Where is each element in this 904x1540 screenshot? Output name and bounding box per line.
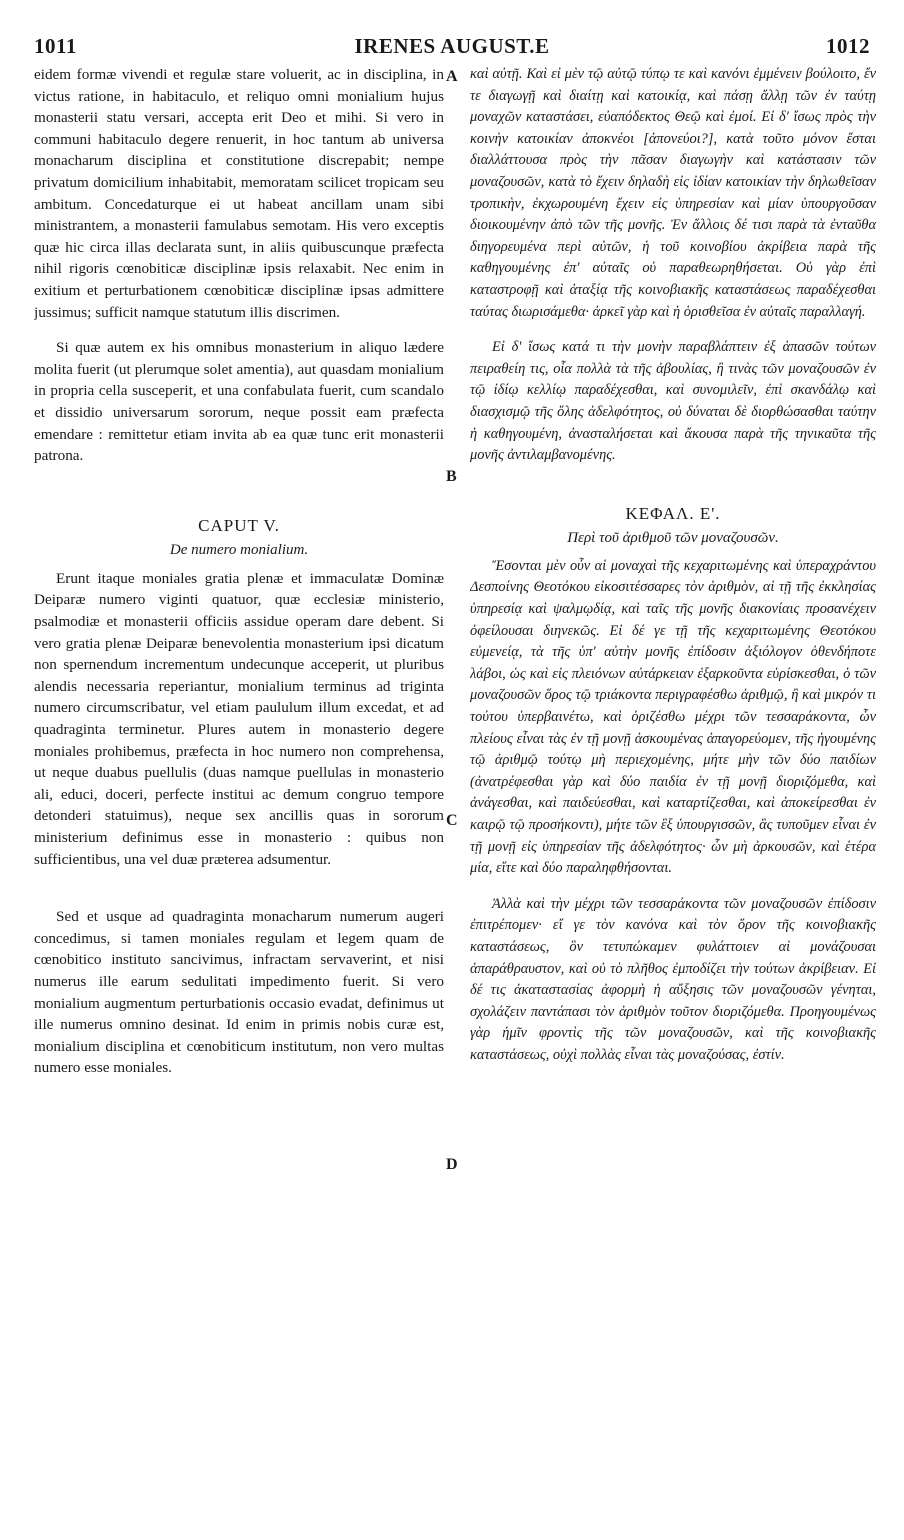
greek-paragraph-3: Ἔσονται μὲν οὖν αἱ μοναχαὶ τῆς κεχαριτωμένης καὶ ὑπεραχράντου Δεσποίνης Θεοτόκου εἰκοσιτέσσαρες τὸν ἀριθμὸν, αἱ τῇ τῆς ἐκκλησίας ὑπηρεσίᾳ καὶ ψαλμῳδίᾳ, καὶ ταῖς τῆς μονῆς διακονίαις προσανέχειν ὀφείλουσαι διηνεκῶς. Εἰ δέ γε τῇ τῆς κεχαριτωμένης Θεοτόκου εὐμενείᾳ, τὰ τῆς ὑπ' αὐτὴν μονῆς ἐπίδοσιν ἀξιόλογον ὁθενδήποτε λάβοι, ὡς καὶ εἰς πλειόνων αὐτάρκειαν ἐξαρκοῦντα εὑρίσκεσθαι, ὁ τῶν μοναζουσῶν ὅρος τῷ τριάκοντα περιγραφέσθω ἀριθμῷ, ἢ καὶ μικρόν τι τούτου ὑπερβαινέτω, καὶ ὁριζέσθω μέχρι τῶν τεσσαράκοντα, ὧν πλείους εἶναι τὰς ἐν τῇ μονῇ ἀσκουμένας ἀπαγορεύομεν, τῆς ἡγουμένης τῷ ἀριθμῷ τούτῳ μὴ περιεχομένης, μήτε μὴν τῶν δύο παιδίων (ἀνατρέφεσθαι γὰρ καὶ δύο παιδία ἐν τῇ μονῇ διοριζόμεθα, καὶ ἀνάγεσθαι, καὶ παιδεύεσθαι, καὶ καταρτίζεσθαι, καὶ ἀποκείρεσθαι ἐν καιρῷ τῷ προσήκοντι), μήτε τῶν ἓξ ὑπουργισσῶν, ἃς τυποῦμεν εἶναι ἐν τῇ μονῇ εἰς ὑπηρεσίαν τῆς ἀδελφότητος· ὧν μὴ ἀρκουσῶν, καὶ ἑτέρα μία, εἴτε καὶ δύο παραληφθήσονται. [470,557,876,877]
greek-paragraph-2: Εἰ δ' ἴσως κατά τι τὴν μονὴν παραβλάπτειν ἐξ ἁπασῶν τούτων πειραθείη τις, οἷα πολλὰ τὰ τῆς ἀβουλίας, ἢ τινὰς τῶν μοναζουσῶν ἐν τῷ ἰδίῳ κελλίῳ παραδέχεσθαι, καὶ συνομιλεῖν, ἐπὶ σκανδάλῳ καὶ διασχισμῷ τῆς ὅλης ἀδελφότητος, οὐ δύναται δὲ διορθώσασθαι ταύτην ἡ καθηγουμένη, ἀνασταλήσεται καὶ ἄκουσα παρὰ τῆς τηνικαῦτα τῆς μονῆς ἀντιλαμβανομένης. [470,339,876,464]
page-header [34,34,870,60]
latin-paragraph-4: Sed et usque ad quadraginta monacharum numerum augeri concedimus, si tamen moniales regulam et legem quam de cœnobitico instituto sancivimus, infractam servaverint, et nisi numerus ille earum sedulitati impedimento fuerit. Si vero monialium augmentum perturbationis occasio evadat, definimus ut ille numerus omnino desinat. Id enim in primis nobis curæ est, monialium disciplina et cœnobiticum institutum, non vero multas numero esse moniales. [34,908,444,1077]
margin-marker-a: A [446,68,458,85]
latin-paragraph-1: eidem formæ vivendi et regulæ stare voluerit, ac in disciplina, in victus ratione, in habitaculo, et reliquo omni monialium hujus monasterii statu versari, accepta erit Deo et mihi. Si vero in communi habitaculo degere renuerit, in hoc tantum ab universa monacharum disciplina et constitutione discrepabit; nempe privatum domicilium inhabitabit, memoratam scilicet tropicam seu ambitum. Concedaturque ei ut habeat ancillam unam sibi ministrantem, a monasterii famulabus semotam. His vero exceptis quæ hic circa illas declarata sunt, in aliis quibuscunque præfecta nihil rigoris cœnobiticæ disciplinæ ipsis relaxabit. Nec enim in exitium et perturbationem cœnobiticæ disciplinæ ipsas admittere jussimus; sufficit namque statutum illis discrimen. [34,66,444,321]
margin-marker-c: C [446,812,458,829]
latin-chapter-subtitle: De numero monialium. [169,542,309,559]
latin-paragraph-2: Si quæ autem ex his omnibus monasterium in aliquo lædere molita fuerit (ut plerumque solet amentia), aut quasdam monialium in propria cella susceperit, et una confabulata fuerit, cum scandalo et dissidio universarum sororum, neque possit eam præfecta emendare : remittetur etiam invita ab ea quæ tunc erit monasterii patrona. [34,339,444,465]
greek-paragraph-4: Ἀλλὰ καὶ τὴν μέχρι τῶν τεσσαράκοντα τῶν μοναζουσῶν ἐπίδοσιν ἐπιτρέπομεν· εἴ γε τὸν κανόνα καὶ τὸν ὅρον τῆς κοινοβιακῆς καταστάσεως, ὃν τετυπώκαμεν φυλάττοιεν αἱ μονάζουσαι ἀπαράθραυστον, καὶ οὐ τὸ πλῆθος ἐμποδίζει τὴν τούτων ἀκρίβειαν. Εἰ δέ τις ἀκαταστασίας ἀφορμὴ ἡ αὔξησις τῶν μοναζουσῶν γένηται, σχολάζειν παντάπασι τὸν ἀριθμὸν τοῦτον διοριζόμεθα. Προηγουμένως γὰρ ἡμῖν φροντὶς τῆς τῶν μοναζουσῶν, καὶ τῆς κοινοβιακῆς καταστάσεως, οὐχὶ πολλὰς εἶναι τὰς μοναζούσας, ἐστίν. [470,895,876,1063]
greek-chapter-heading: ΚΕΦΑΛ. Ε'. [625,503,721,523]
greek-paragraph-1: καὶ αὐτῇ. Καὶ εἰ μὲν τῷ αὐτῷ τύπῳ τε καὶ κανόνι ἐμμένειν βούλοιτο, ἔν τε διαγωγῇ καὶ διαίτῃ καὶ κατοικίᾳ, καὶ πάσῃ ἄλλῃ τῶν ἐν ταύτῃ μοναχῶν καταστάσει, εὐαπόδεκτος Θεῷ καὶ ἐμοί. Εἰ δ' ἴσως πρὸς τὴν κοινὴν κατοικίαν ἀποκνέοι [ἀπονεύοι?], κατὰ τοῦτο μόνον ἔσται διαλλάττουσα πρὸς τὴν πᾶσαν διαγωγὴν καὶ κατάστασιν τῶν μοναζουσῶν, κατὰ τὸ ἔχειν δηλαδὴ εἰς ἰδίαν κατοικίαν τὴν δηλωθεῖσαν τροπικὴν, ἐκχωρουμένη ἔχειν εἰς ὑπηρεσίαν καὶ μίαν ὑπουργοῦσαν διοικουμένην ἀπὸ τῶν τῆς μονῆς. Ἐν ἄλλοις δέ τισι παρὰ τὰ ἐνταῦθα διηγορευμένα περὶ αὐτῶν, ἡ τοῦ κοινοβίου ἀκρίβεια παρὰ τῆς καθηγουμένης ἐπ' αὐταῖς οὐ παραθεωρηθήσεται. Οὐ γὰρ ἐπὶ καταστροφῇ καὶ ἀταξίᾳ τῆς κοινοβιακῆς καταστάσεως παραδέχεσθαι ταύτας διωρισάμεθα· ἀρκεῖ γὰρ καὶ ἡ ὁρισθεῖσα ἐν αὐταῖς παραλλαγή. [470,66,876,320]
margin-marker-d: D [446,1156,458,1173]
latin-paragraph-3: Erunt itaque moniales gratia plenæ et immaculatæ Dominæ Deiparæ numero viginti quatuor, quæ ecclesiæ ministerio, psalmodiæ et monasterii officiis assidue operam dare debent. Si vero gratia plenæ Deiparæ benevolentia monasterium ipsi dicatum non spernendum incrementum undecunque acceperit, ut pluribus alendis necessaria reperiantur, monialium terminus ad triginta numero circumscribatur, vel etiam paululum illum excedat, et ad quadraginta terminetur. Plures autem in monasterio degere moniales prohibemus, præfecta in hoc numero non comprehensa, ut neque duabus puellulis (duas namque puellulas in monasterio ali, educi, doceri, perfecte institui ac demum congruo tempore detonderi statuimus), neque sex ancillis quas in sororum ministerium definimus esse in monasterio : quibus non sufficientibus, una vel duæ præterea adsumentur. [34,569,444,868]
greek-chapter-subtitle: Περὶ τοῦ ἀριθμοῦ τῶν μοναζουσῶν. [567,530,779,547]
page-number-right: 1012 [826,34,870,58]
greek-column [470,64,876,1500]
margin-marker-b: B [446,468,457,485]
latin-column [34,64,444,1500]
running-title: IRENES AUGUST.E [354,34,550,58]
latin-chapter-heading: CAPUT V. [198,515,280,535]
page-number-left: 1011 [34,34,77,58]
